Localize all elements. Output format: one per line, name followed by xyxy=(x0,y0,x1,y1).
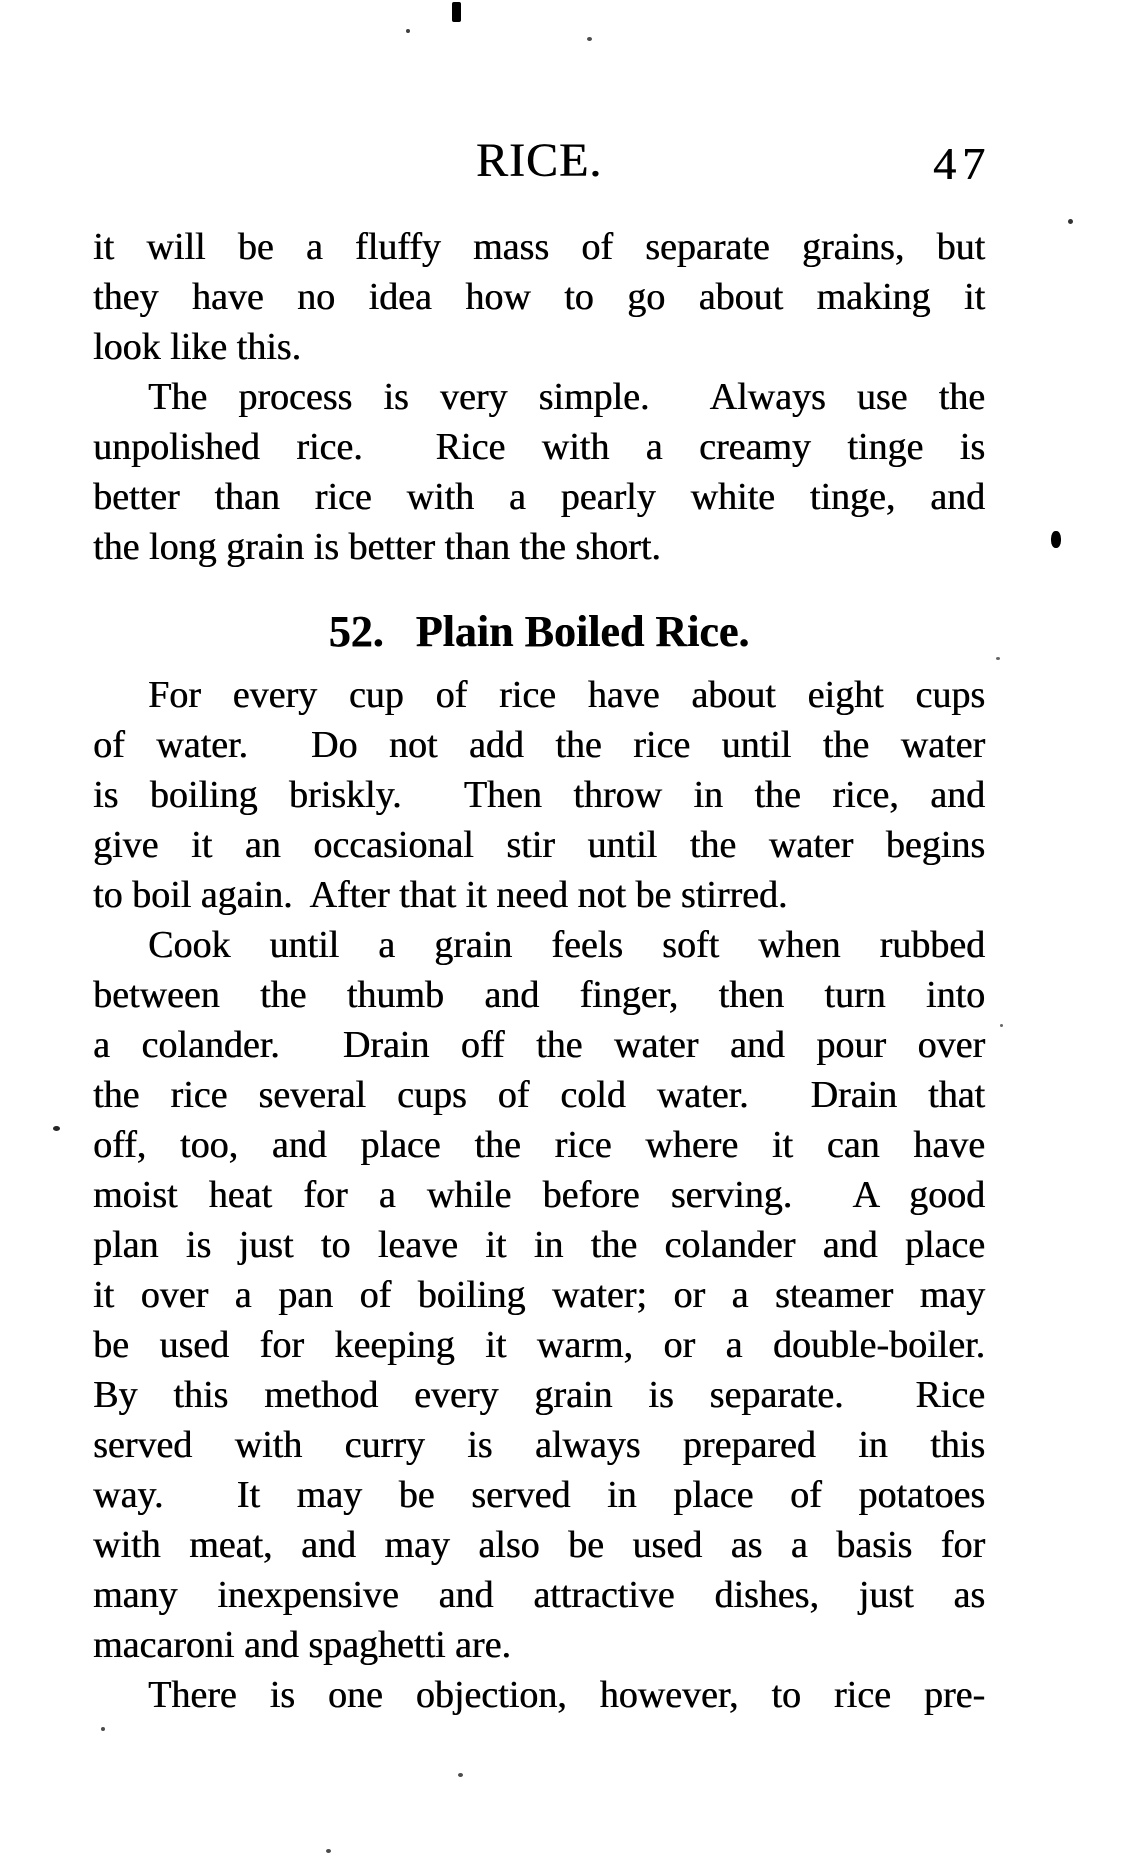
paragraph xyxy=(93,222,985,372)
text-line: to boil again. After that it need not be stirred. xyxy=(93,874,788,916)
text-line: many inexpensive and attractive dishes, just as xyxy=(93,1574,985,1616)
scan-artifact xyxy=(1000,1024,1003,1027)
scan-artifact xyxy=(53,1126,60,1131)
text-line: look like this. xyxy=(93,326,301,368)
text-line: is boiling briskly. Then throw in the rice, and xyxy=(93,774,985,816)
paragraph xyxy=(93,1670,985,1720)
text-line: the rice several cups of cold water. Drain that xyxy=(93,1074,985,1116)
text-line: Cook until a grain feels soft when rubbed xyxy=(148,924,985,966)
scan-artifact xyxy=(326,1849,331,1853)
text-line: it over a pan of boiling water; or a steamer may xyxy=(93,1274,985,1316)
text-line: the long grain is better than the short. xyxy=(93,526,661,568)
text-line: For every cup of rice have about eight cups xyxy=(148,674,985,716)
text-line: it will be a fluffy mass of separate grains, but xyxy=(93,226,985,268)
text-line: By this method every grain is separate. Rice xyxy=(93,1374,985,1416)
section-number: 52. xyxy=(328,607,384,656)
text-line: moist heat for a while before serving. A good xyxy=(93,1174,985,1216)
text-line: be used for keeping it warm, or a double-boiler. xyxy=(93,1324,985,1366)
text-line: way. It may be served in place of potatoes xyxy=(93,1474,985,1516)
text-line: of water. Do not add the rice until the water xyxy=(93,724,985,766)
text-line: off, too, and place the rice where it can have xyxy=(93,1124,985,1166)
text-line: they have no idea how to go about making it xyxy=(93,276,985,318)
section-title: Plain Boiled Rice. xyxy=(415,607,750,656)
scan-artifact xyxy=(458,1773,463,1777)
paragraph xyxy=(93,920,985,1670)
text-line: macaroni and spaghetti are. xyxy=(93,1624,511,1666)
scan-artifact xyxy=(1068,219,1073,224)
section-heading xyxy=(93,606,985,658)
text-line: There is one objection, however, to rice pre- xyxy=(148,1674,985,1716)
page-header xyxy=(93,134,991,189)
scan-artifact xyxy=(1051,531,1061,548)
scan-artifact xyxy=(452,2,461,22)
running-head: RICE. xyxy=(475,134,603,187)
text-line: unpolished rice. Rice with a creamy tinge is xyxy=(93,426,985,468)
page-number: 47 xyxy=(933,138,991,189)
scan-artifact xyxy=(101,1727,105,1731)
text-line: plan is just to leave it in the colander and place xyxy=(93,1224,985,1266)
text-line: between the thumb and finger, then turn into xyxy=(93,974,985,1016)
scan-artifact xyxy=(996,657,1000,660)
page-content xyxy=(93,222,985,1720)
text-line: give it an occasional stir until the water begins xyxy=(93,824,985,866)
text-line: with meat, and may also be used as a basis for xyxy=(93,1524,985,1566)
text-line: The process is very simple. Always use the xyxy=(148,376,985,418)
text-line: served with curry is always prepared in this xyxy=(93,1424,985,1466)
scan-artifact xyxy=(406,29,410,33)
paragraph xyxy=(93,372,985,572)
scan-artifact xyxy=(587,37,592,41)
paragraph xyxy=(93,670,985,920)
text-line: better than rice with a pearly white tinge, and xyxy=(93,476,985,518)
text-line: a colander. Drain off the water and pour over xyxy=(93,1024,985,1066)
